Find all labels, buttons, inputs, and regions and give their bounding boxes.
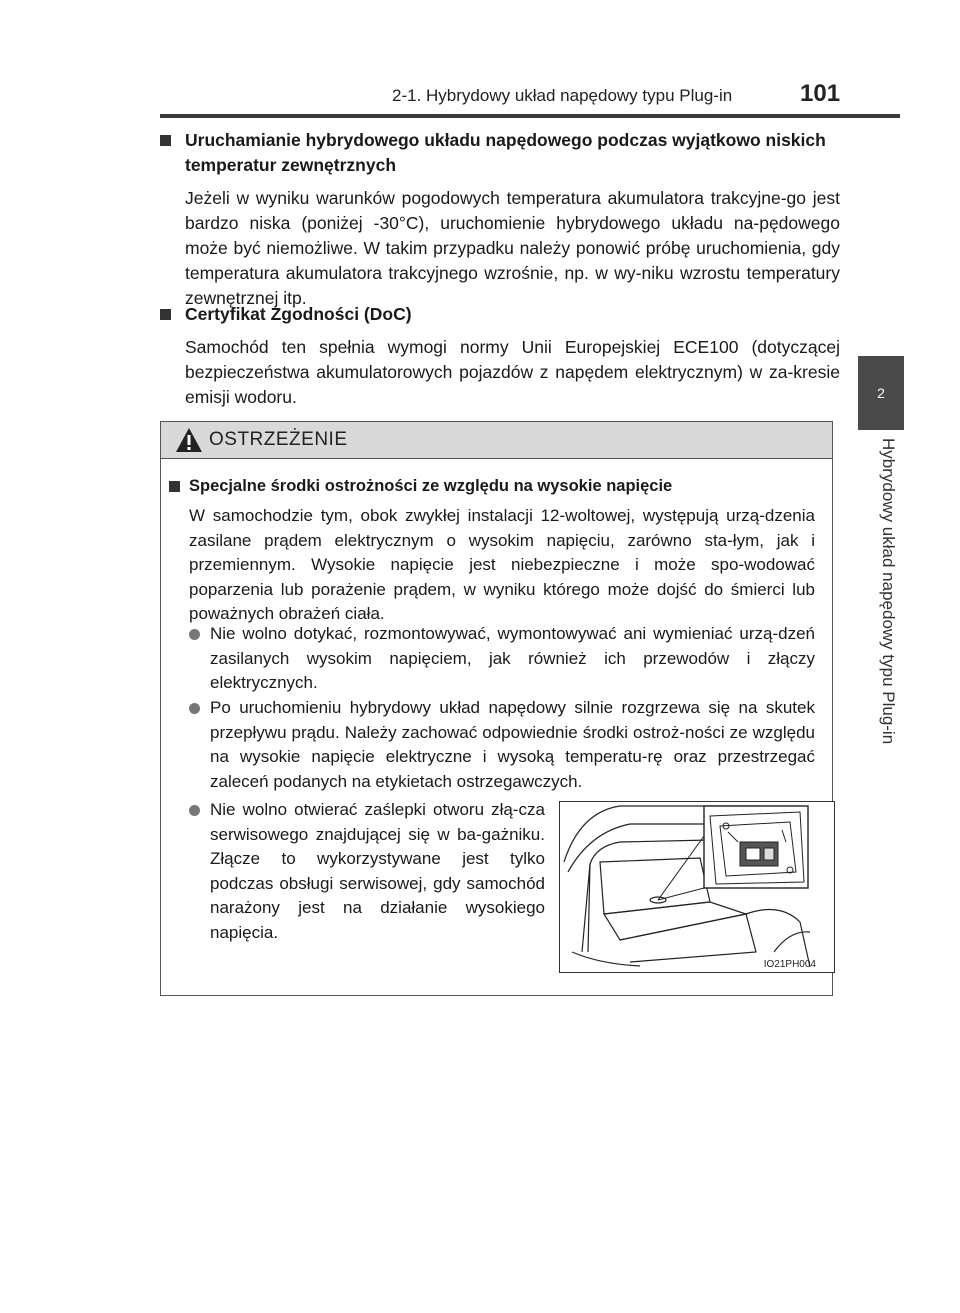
warning-triangle-icon <box>175 427 203 453</box>
section-body: Samochód ten spełnia wymogi normy Unii Europejskiej ECE100 (dotyczącej bezpieczeństwa akumulatorowych pojazdów z napędem elektrycznym) w za-kresie emisji wodoru. <box>185 337 840 407</box>
figure-code: IO21PH004 <box>763 959 816 970</box>
section-heading-text: Uruchamianie hybrydowego układu napędowego podczas wyjątkowo niskich temperatur zewnętrznych <box>185 130 826 175</box>
warning-box <box>160 421 833 996</box>
warning-bullet <box>189 798 545 945</box>
section-heading <box>160 302 840 327</box>
chapter-number: 2 <box>877 385 885 401</box>
warning-bullet <box>189 622 815 696</box>
round-bullet-icon <box>189 629 200 640</box>
section-doc-certificate <box>160 302 840 410</box>
car-trunk-drawing <box>560 802 834 972</box>
round-bullet-icon <box>189 703 200 714</box>
warning-item-text: W samochodzie tym, obok zwykłej instalacji 12-woltowej, występują urzą-dzenia zasilane prądem elektrycznym o wysokim napięciu, zarówno sta-łym, jak i przemiennym. Wysokie napięcie jest niebezpieczne i może spo-wodować poparzenia lub porażenie prądem, w wyniku którego może dojść do śmierci lub poważnych obrażeń ciała. <box>189 506 815 623</box>
warning-title: OSTRZEŻENIE <box>209 429 348 450</box>
section-heading <box>160 128 840 178</box>
warning-item-heading <box>169 474 819 498</box>
warning-item-heading-text: Specjalne środki ostrożności ze względu na wysokie napięcie <box>189 477 673 495</box>
section-body: Jeżeli w wyniku warunków pogodowych temperatura akumulatora trakcyjne-go jest bardzo niska (poniżej -30°C), uruchomienie hybrydowego układu na-pędowego może być niemożliwe. W takim przypadku należy ponowić próbę uruchomienia, gdy temperatura akumulatora trakcyjnego wzrośnie, np. w wy-niku wzrostu temperatury zewnętrznej itp. <box>185 188 840 308</box>
warning-bullet-text: Nie wolno otwierać zaślepki otworu złą-cza serwisowego znajdującej się w ba-gażniku. Złącze to wykorzystywane jest tylko podczas obsługi serwisowej, gdy samochód narażony jest na działanie wysokiego napięcia. <box>210 800 545 942</box>
warning-bullet-text: Po uruchomieniu hybrydowy układ napędowy silnie rozgrzewa się na skutek przepływu prądu. Należy zachować odpowiednie środki ostroż-ności ze względu na wysokie napięcie elektryczne i wysoką temperatu-rę oraz przestrzegać zaleceń podanych na etykietach ostrzegawczych. <box>210 698 815 791</box>
page-header-title: 2-1. Hybrydowy układ napędowy typu Plug-in <box>392 86 733 105</box>
trunk-service-plug-illustration <box>559 801 835 973</box>
square-bullet-icon <box>160 309 171 320</box>
square-bullet-icon <box>160 135 171 146</box>
warning-bullet <box>189 696 815 794</box>
warning-header <box>161 422 832 459</box>
chapter-tab <box>858 356 904 430</box>
square-bullet-icon <box>169 481 180 492</box>
section-cold-start <box>160 128 840 311</box>
page-number: 101 <box>800 80 841 107</box>
header-divider <box>160 114 900 118</box>
section-heading-text: Certyfikat Zgodności (DoC) <box>185 304 412 324</box>
warning-bullet-text: Nie wolno dotykać, rozmontowywać, wymontowywać ani wymieniać urzą-dzeń zasilanych wysokim napięciem, jak również ich przewodów i złączy elektrycznych. <box>210 624 815 692</box>
chapter-side-label: Hybrydowy układ napędowy typu Plug-in <box>879 438 898 745</box>
round-bullet-icon <box>189 805 200 816</box>
